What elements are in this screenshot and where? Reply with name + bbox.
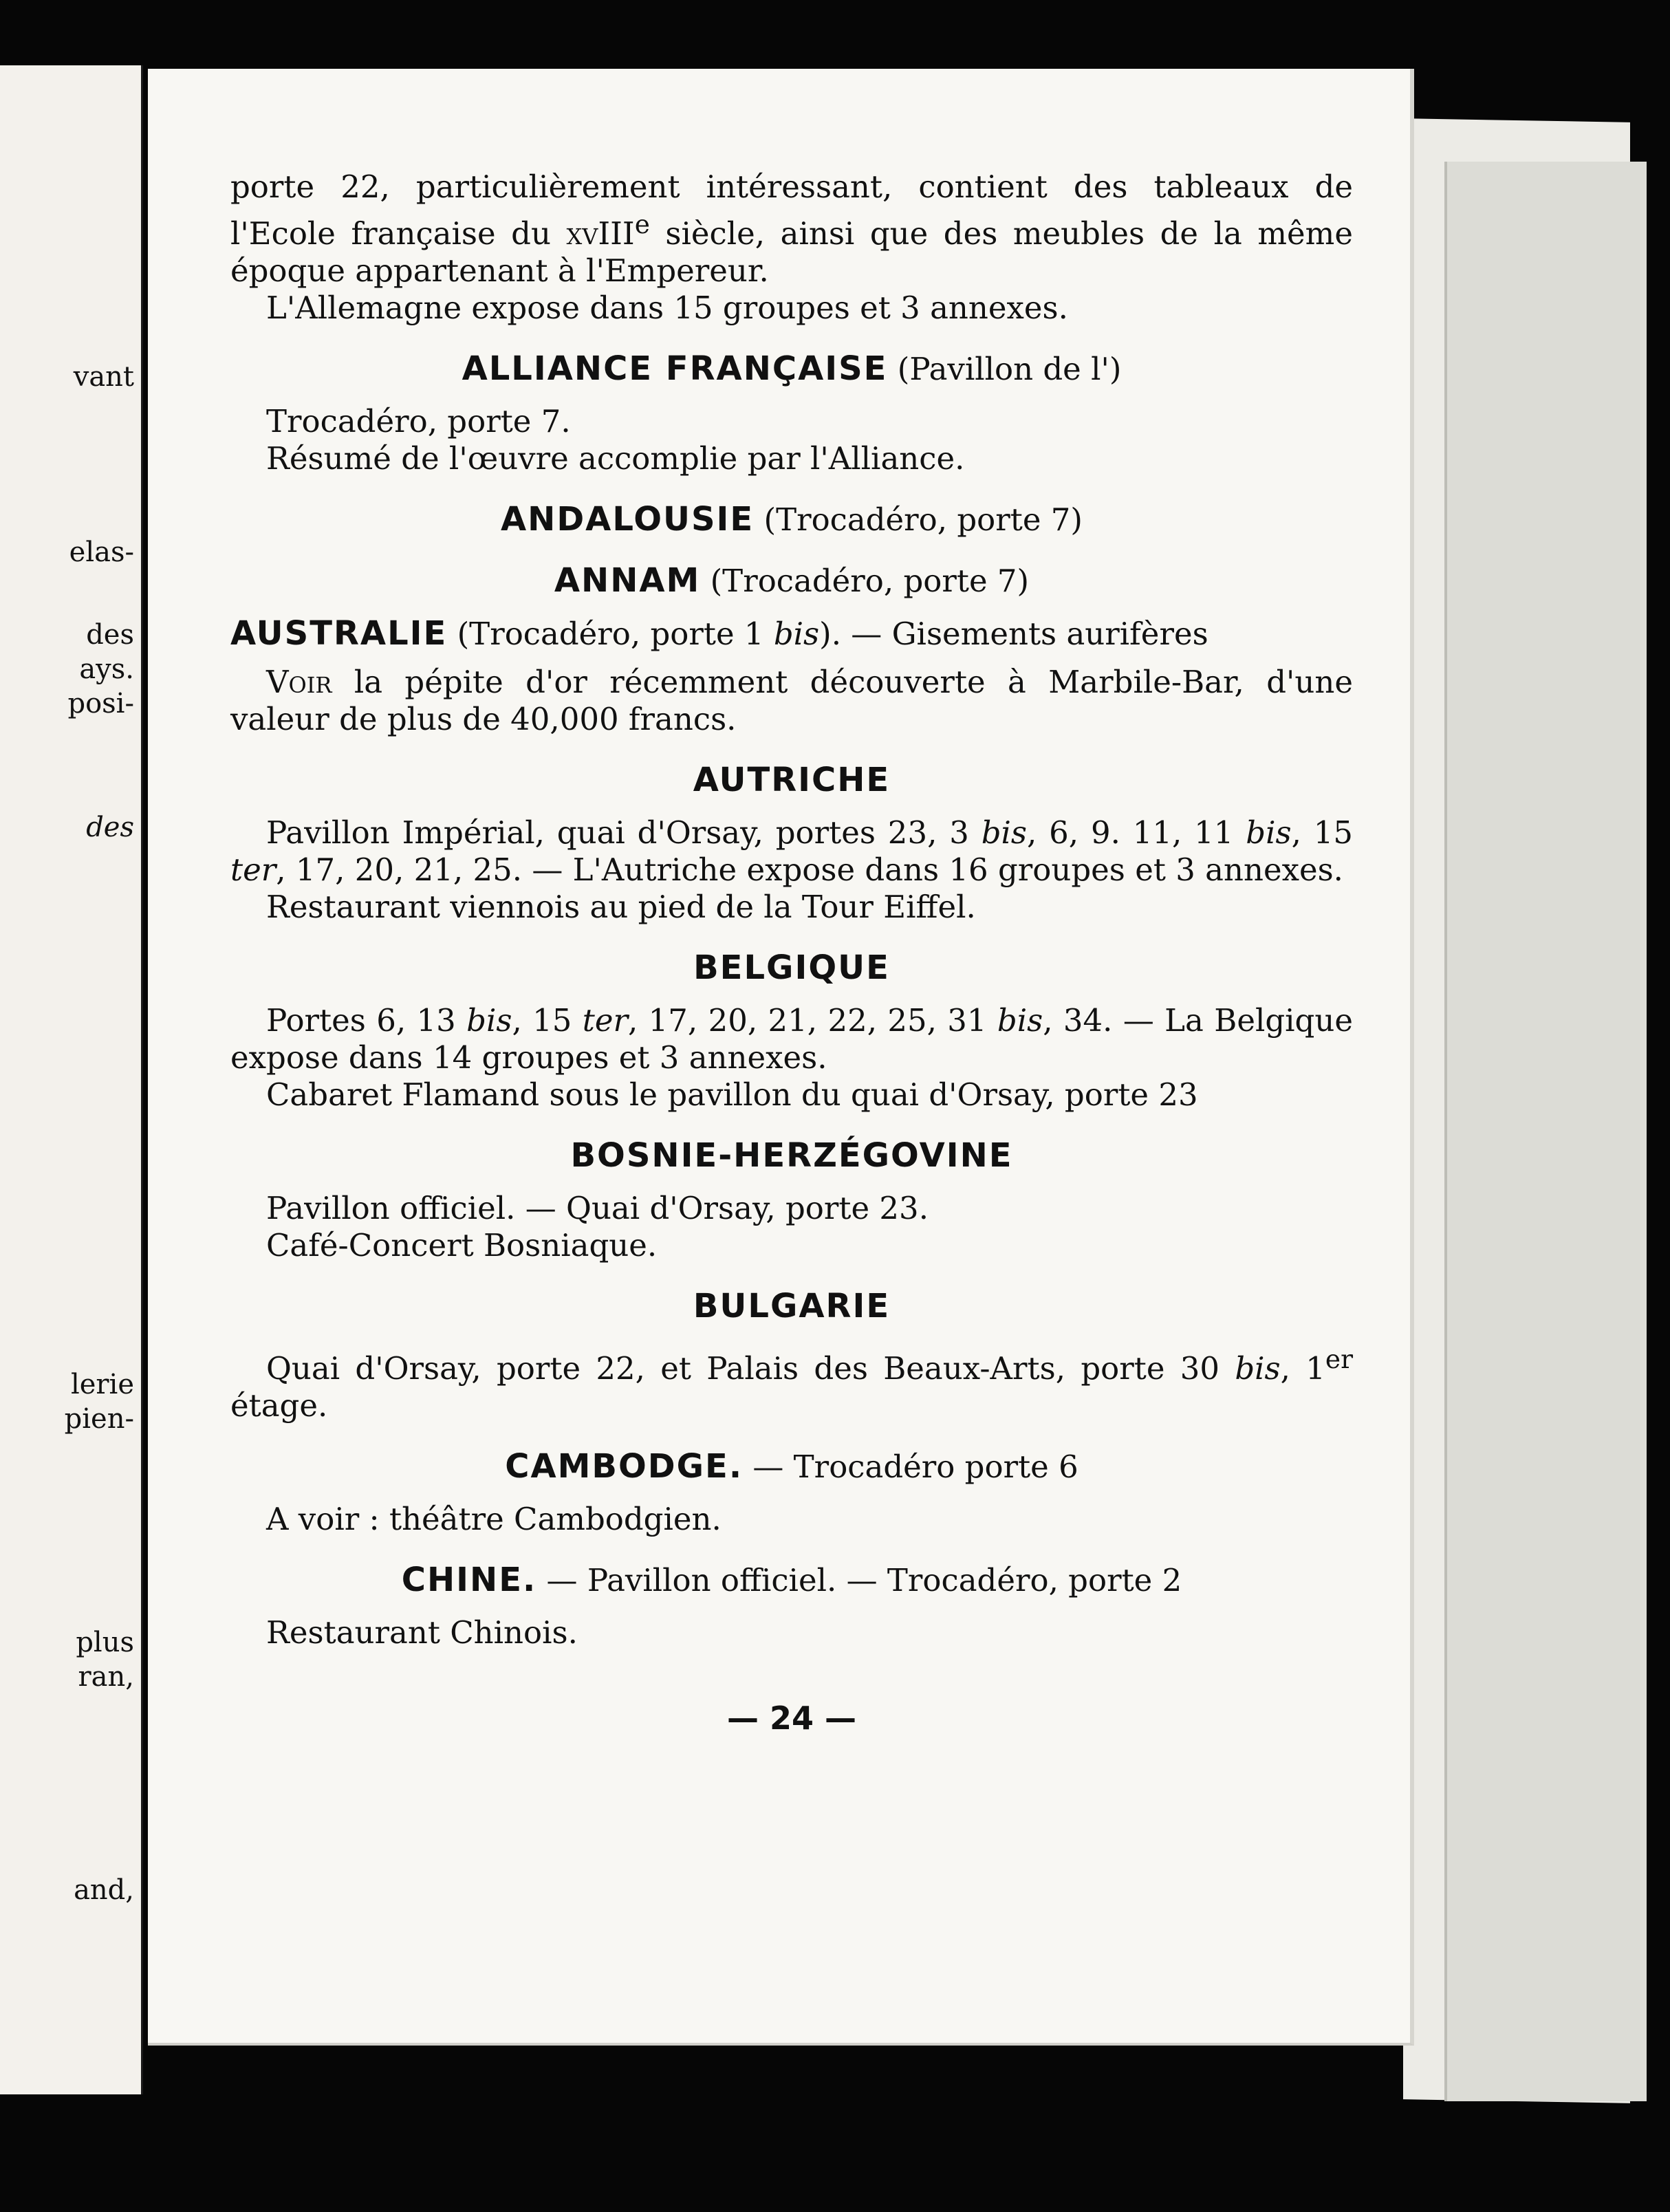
left-fragment: ays. (79, 653, 134, 685)
heading-bosnie: BOSNIE-HERZÉGOVINE (570, 1136, 1013, 1175)
alliance-line: Trocadéro, porte 7. (266, 403, 571, 440)
heading-annam: ANNAM (Trocadéro, porte 7) (554, 561, 1030, 600)
left-fragment: elas- (69, 536, 134, 568)
chine-line: Restaurant Chinois. (266, 1614, 578, 1651)
bosnie-line: Café-Concert Bosniaque. (266, 1227, 658, 1264)
autriche-paragraph: Pavillon Impérial, quai d'Orsay, portes 23, 3 bis, 6, 9. 11, 11 bis, 15 ter, 17, 20, 21, 25. — L'Autriche expose dans 16 groupes et 3 annexes. (230, 814, 1353, 888)
book-back-page-edge (1444, 162, 1647, 2101)
alliance-line: Résumé de l'œuvre accomplie par l'Alliance. (266, 440, 965, 477)
intro-germany-line: L'Allemagne expose dans 15 groupes et 3 annexes. (266, 290, 1068, 326)
left-fragment: ran, (78, 1661, 134, 1693)
australie-paragraph: Voir la pépite d'or récemment découverte à Marbile-Bar, d'une valeur de plus de 40,000 francs. (230, 664, 1353, 737)
heading-chine: CHINE. — Pavillon officiel. — Trocadéro, porte 2 (401, 1561, 1182, 1599)
bulgarie-paragraph: Quai d'Orsay, porte 22, et Palais des Beaux-Arts, porte 30 bis, 1er étage. (230, 1344, 1353, 1424)
left-fragment: and, (74, 1874, 134, 1906)
left-facing-page (0, 65, 143, 2094)
heading-bulgarie: BULGARIE (693, 1287, 891, 1325)
page-number: — 24 — (726, 1700, 857, 1737)
cambodge-line: A voir : théâtre Cambodgien. (266, 1501, 722, 1537)
heading-cambodge: CAMBODGE. — Trocadéro porte 6 (505, 1447, 1078, 1486)
left-fragment: pien- (64, 1403, 134, 1435)
heading-belgique: BELGIQUE (693, 948, 890, 987)
left-fragment: lerie (70, 1369, 134, 1400)
heading-andalousie: ANDALOUSIE (Trocadéro, porte 7) (501, 500, 1083, 539)
left-fragment: plus (76, 1627, 134, 1658)
book-page (148, 69, 1414, 2046)
heading-alliance: ALLIANCE FRANÇAISE (Pavillon de l') (462, 349, 1122, 388)
autriche-line: Restaurant viennois au pied de la Tour Eiffel. (266, 889, 976, 925)
left-fragment: des (86, 619, 134, 651)
left-fragment: des (86, 812, 134, 843)
page-text (230, 169, 1353, 1737)
left-fragment: vant (73, 361, 134, 393)
belgique-paragraph: Portes 6, 13 bis, 15 ter, 17, 20, 21, 22, 25, 31 bis, 34. — La Belgique expose dans 14 groupes et 3 annexes. (230, 1002, 1353, 1076)
belgique-line: Cabaret Flamand sous le pavillon du quai d'Orsay, porte 23 (266, 1076, 1198, 1113)
heading-australie: AUSTRALIE (Trocadéro, porte 1 bis). — Gisements aurifères (230, 614, 1208, 653)
intro-paragraph: porte 22, particulièrement intéressant, contient des tableaux de l'Ecole française du xvIII$^e$ siècle, ainsi que des meubles de la même époque appartenant à l'Empereur. (230, 169, 1353, 289)
heading-autriche: AUTRICHE (693, 761, 891, 799)
bosnie-line: Pavillon officiel. — Quai d'Orsay, porte 23. (266, 1190, 929, 1226)
left-fragment: posi- (67, 688, 134, 719)
